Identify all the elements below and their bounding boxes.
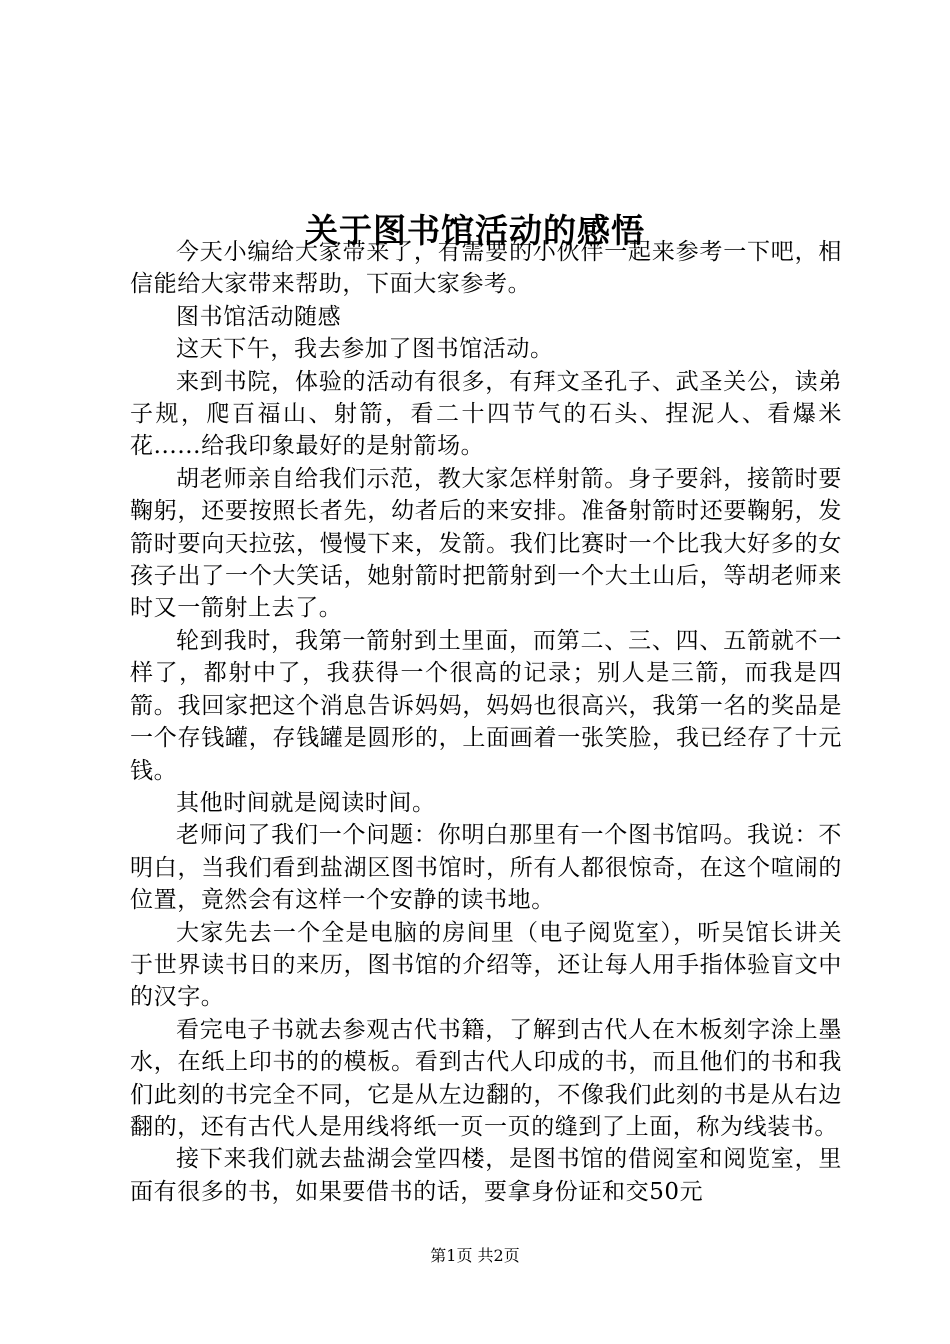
- paragraph: 来到书院，体验的活动有很多，有拜文圣孔子、武圣关公，读弟子规，爬百福山、射箭，看二十四节气的石头、捏泥人、看爆米花......给我印象最好的是射箭场。: [130, 368, 842, 460]
- document-title: 关于图书馆活动的感悟: [305, 211, 645, 251]
- paragraph: 胡老师亲自给我们示范，教大家怎样射箭。身子要斜，接箭时要鞠躬，还要按照长者先，幼者后的来安排。准备射箭时还要鞠躬，发箭时要向天拉弦，慢慢下来，发箭。我们比赛时一个比我大好多的女孩子出了一个大笑话，她射箭时把箭射到一个大土山后，等胡老师来时又一箭射上去了。: [130, 465, 842, 622]
- paragraph: 这天下午，我去参加了图书馆活动。: [176, 336, 554, 363]
- page-indicator: 第1页 共2页: [430, 1246, 520, 1265]
- paragraph-heading: 图书馆活动随感: [176, 303, 342, 330]
- paragraph: 大家先去一个全是电脑的房间里（电子阅览室），听吴馆长讲关于世界读书日的来历，图书馆的介绍等，还让每人用手指体验盲文中的汉字。: [130, 919, 842, 1011]
- paragraph: 老师问了我们一个问题：你明白那里有一个图书馆吗。我说：不明白，当我们看到盐湖区图书馆时，所有人都很惊奇，在这个喧闹的位置，竟然会有这样一个安静的读书地。: [130, 822, 842, 914]
- paragraph: 轮到我时，我第一箭射到土里面，而第二、三、四、五箭就不一样了，都射中了，我获得一个很高的记录；别人是三箭，而我是四箭。我回家把这个消息告诉妈妈，妈妈也很高兴，我第一名的奖品是一个存钱罐，存钱罐是圆形的，上面画着一张笑脸，我已经存了十元钱。: [130, 627, 842, 784]
- paragraph: 接下来我们就去盐湖会堂四楼，是图书馆的借阅室和阅览室，里面有很多的书，如果要借书的话，要拿身份证和交50元: [130, 1146, 842, 1205]
- document-body: [130, 236, 842, 1208]
- paragraph: 看完电子书就去参观古代书籍，了解到古代人在木板刻字涂上墨水，在纸上印书的的模板。看到古代人印成的书，而且他们的书和我们此刻的书完全不同，它是从左边翻的，不像我们此刻的书是从右边翻的，还有古代人是用线将纸一页一页的缝到了上面，称为线装书。: [130, 1016, 842, 1140]
- paragraph: 其他时间就是阅读时间。: [176, 789, 436, 816]
- paragraph: 今天小编给大家带来了，有需要的小伙伴一起来参考一下吧，相信能给大家带来帮助，下面大家参考。: [130, 239, 842, 298]
